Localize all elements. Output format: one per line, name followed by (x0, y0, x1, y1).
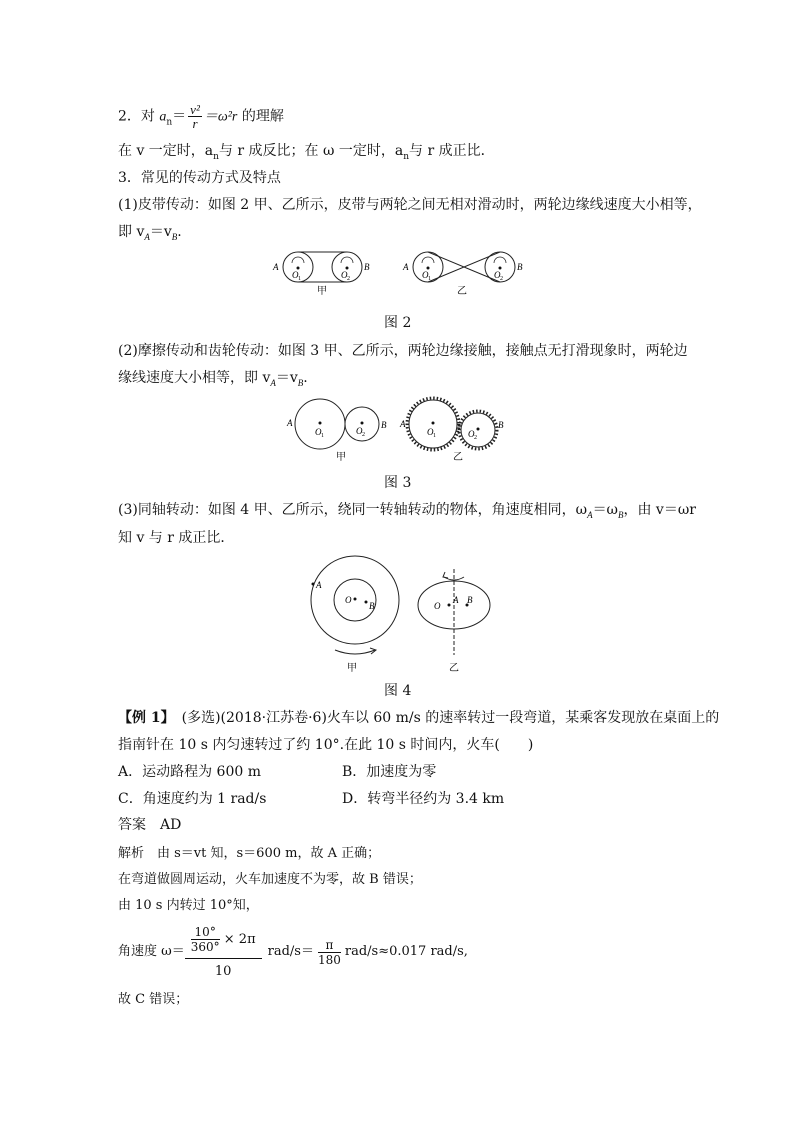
omega-equals: 角速度 ω＝ (118, 944, 185, 959)
fraction-denominator: r (192, 116, 198, 131)
solution-line-2: 在弯道做圆周运动，火车加速度不为零，故 B 错误； (118, 872, 422, 887)
fig2-label-o2-sub-left: 2 (347, 276, 350, 282)
example-1-line-2: 指南针在 10 s 内匀速转过了约 10°.在此 10 s 时间内，火车( ) (118, 737, 534, 753)
fig4-label-b-left: B (369, 601, 375, 611)
fig3-label-a-right: A (400, 419, 406, 429)
figure-3-caption: 图 3 (384, 475, 412, 491)
option-a: A．运动路程为 600 m (118, 764, 262, 780)
symbol-a: a (159, 109, 167, 125)
figure-2-belt-drive (265, 247, 535, 297)
fig4-label-a-left: A (316, 580, 322, 590)
fig3-label-o2-right: O (468, 429, 475, 439)
figure-4-coaxial (300, 555, 510, 673)
omega-squared-r: ＝ω²r (203, 109, 238, 125)
belt-eq: ＝v (149, 224, 172, 240)
coaxial-line-2: 知 v 与 r 成正比． (118, 530, 235, 546)
item-2-prefix: 2．对 (118, 108, 155, 125)
fig2-caption-jia: 甲 (317, 286, 327, 297)
relation-part-1: 在 v 一定时，a (118, 143, 214, 159)
fig2-label-o2-left: O (341, 270, 348, 280)
fig2-label-a-right: A (403, 262, 409, 272)
pi-denominator: 180 (317, 952, 341, 967)
times-two-pi: × 2π (223, 932, 256, 947)
fig2-label-o1-sub-left: 1 (298, 276, 301, 282)
figure-2-caption: 图 2 (384, 315, 412, 331)
fig4-label-b-right: B (467, 595, 473, 605)
degree-denominator: 360° (190, 940, 220, 954)
fig3-label-b-right: B (498, 420, 504, 430)
fig4-label-o-right: O (434, 601, 441, 611)
solution-line-4 (118, 922, 468, 982)
coaxial-line-1 (118, 500, 696, 525)
fig2-label-o1-sub-right: 1 (428, 276, 431, 282)
n-sub-2: n (403, 151, 410, 162)
omega-fraction-denominator: 10 (214, 964, 232, 979)
fig2-label-a-left: A (273, 262, 279, 272)
figure-2-svg (265, 247, 535, 297)
belt-eq-end: . (177, 224, 182, 240)
coaxial-end: ，由 v＝ωr (623, 502, 696, 518)
fig4-caption-jia: 甲 (347, 663, 357, 673)
fig3-label-o2-sub-left: 2 (362, 432, 365, 438)
friction-eq-end: . (303, 370, 308, 386)
fig2-label-o1-left: O (292, 270, 299, 280)
rad-per-s-equals: rad/s＝ (267, 944, 314, 959)
symbol-n-sub: n (166, 117, 173, 128)
coaxial-text: (3)同轴转动：如图 4 甲、乙所示，绕同一转轴转动的物体，角速度相同，ω (118, 502, 588, 518)
v-squared-over-r-fraction (188, 103, 202, 130)
fig3-label-b-left: B (381, 420, 387, 430)
coaxial-eq: ＝ω (592, 502, 618, 518)
fig4-caption-yi: 乙 (449, 663, 459, 673)
fig2-label-o2-right: O (494, 270, 501, 280)
item-2-line (118, 103, 284, 132)
fig2-label-b-left: B (364, 262, 370, 272)
pi-over-180 (318, 938, 341, 967)
example-question-part-1: (多选)(2018·江苏卷·6)火车以 60 m/s 的速率转过一段弯道，某乘客发现放在桌面上的 (167, 710, 720, 726)
figure-4-caption: 图 4 (384, 683, 412, 699)
figure-3-friction-gear (285, 392, 515, 464)
belt-drive-line-1: (1)皮带传动：如图 2 甲、乙所示，皮带与两轮之间无相对滑动时，两轮边缘线速度大小相等， (118, 197, 702, 213)
figure-3-svg (285, 392, 515, 464)
degree-numerator: 10° (191, 925, 220, 940)
fraction-numerator: v² (190, 102, 200, 117)
fig2-label-o1-right: O (422, 270, 429, 280)
omega-result: rad/s≈0.017 rad/s, (344, 944, 468, 959)
friction-sub-b: B (297, 377, 304, 388)
fig2-label-b-right: B (517, 262, 523, 272)
item-3-heading: 3．常见的传动方式及特点 (118, 170, 281, 186)
belt-drive-line-2 (118, 222, 182, 247)
fig3-label-o2-left: O (356, 426, 363, 436)
fig3-caption-yi: 乙 (453, 452, 463, 463)
solution-line-1: 解析 由 s＝vt 知，s＝600 m，故 A 正确； (118, 846, 381, 861)
solution-line-3: 由 10 s 内转过 10°知， (118, 898, 259, 913)
fig3-label-o1-sub-right: 1 (433, 433, 436, 439)
relation-part-3: 与 r 成正比． (409, 143, 495, 159)
fig3-label-a-left: A (287, 418, 293, 428)
n-sub-1: n (213, 151, 219, 162)
friction-drive-line-1: (2)摩擦传动和齿轮传动：如图 3 甲、乙所示，两轮边缘接触，接触点无打滑现象时，两轮边 (118, 343, 688, 359)
solution-line-5: 故 C 错误； (118, 992, 189, 1007)
fig3-caption-jia: 甲 (336, 452, 346, 463)
example-1-line-1 (118, 708, 719, 728)
friction-eq-v: 缘线速度大小相等，即 v (118, 370, 271, 386)
coaxial-sub-b: B (617, 509, 624, 520)
fig3-label-o1-right: O (427, 427, 434, 437)
equals-sign: ＝ (172, 108, 187, 125)
fig4-label-o-left: O (345, 595, 352, 605)
friction-eq: ＝v (275, 370, 298, 386)
item-2-suffix: 的理解 (237, 108, 284, 125)
figure-4-svg (300, 555, 510, 673)
option-d: D．转弯半径约为 3.4 km (342, 791, 505, 807)
fig2-caption-yi: 乙 (457, 286, 467, 297)
fig3-label-o1-left: O (315, 427, 322, 437)
option-b: B．加速度为零 (342, 764, 437, 780)
fig3-label-o2-sub-right: 2 (474, 435, 477, 441)
answer-line: 答案 AD (118, 817, 182, 833)
omega-fraction-numerator (185, 923, 262, 959)
coaxial-sub-a: A (587, 509, 593, 520)
belt-sub-b: B (171, 231, 178, 242)
friction-sub-a: A (270, 377, 276, 388)
v-omega-relation-line (118, 141, 495, 167)
belt-eq-v: 即 v (118, 224, 145, 240)
degree-fraction (191, 925, 220, 954)
fig2-label-o2-sub-right: 2 (500, 276, 503, 282)
pi-numerator: π (318, 938, 341, 953)
option-c: C．角速度约为 1 rad/s (118, 791, 267, 807)
fig4-label-a-right: A (453, 595, 459, 605)
example-tag: 【例 1】 (118, 710, 168, 726)
belt-sub-a: A (144, 231, 150, 242)
relation-part-2: 与 r 成反比；在 ω 一定时，a (218, 143, 404, 159)
friction-drive-line-2 (118, 368, 308, 393)
omega-fraction (185, 923, 262, 981)
fig3-label-o1-sub-left: 1 (321, 433, 324, 439)
